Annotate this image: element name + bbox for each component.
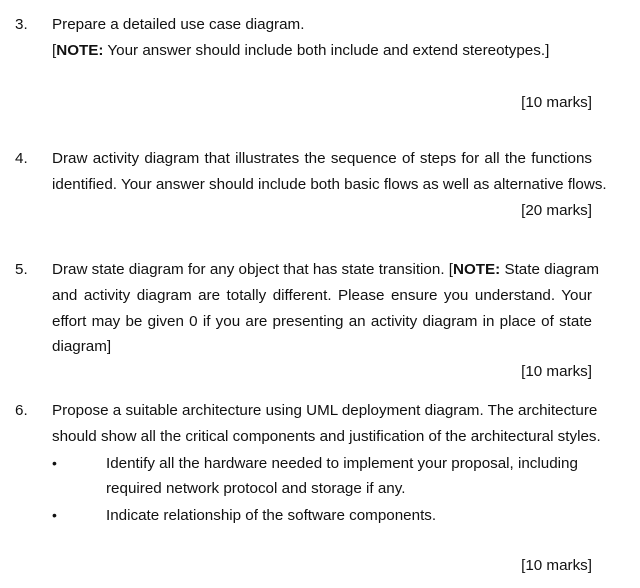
- note-open-bracket: [: [52, 42, 57, 59]
- question-number: 5.: [15, 261, 28, 278]
- question-number: 4.: [15, 150, 28, 167]
- question-number: 6.: [15, 402, 28, 419]
- note-label: NOTE:: [56, 42, 104, 59]
- bullet-text: Indicate relationship of the software components.: [106, 507, 437, 524]
- text-after-note: State diagram: [500, 261, 600, 278]
- question-text: [52, 261, 599, 278]
- question-text: should show all the critical components and justification of the architectural styles.: [52, 428, 601, 445]
- marks-label: [20 marks]: [521, 202, 592, 219]
- bullet-icon: •: [52, 455, 57, 471]
- question-text: Draw activity diagram that illustrates the sequence of steps for all the functions: [52, 150, 592, 167]
- note-line: [52, 42, 549, 59]
- question-text: identified. Your answer should include both basic flows as well as alternative flows.: [52, 176, 607, 193]
- bullet-text: required network protocol and storage if any.: [106, 480, 406, 497]
- marks-label: [10 marks]: [521, 94, 592, 111]
- marks-label: [10 marks]: [521, 557, 592, 574]
- marks-label: [10 marks]: [521, 363, 592, 380]
- note-text: Your answer should include both include and extend stereotypes.]: [103, 42, 550, 59]
- bullet-text: Identify all the hardware needed to implement your proposal, including: [106, 455, 578, 472]
- question-text: and activity diagram are totally different. Please ensure you understand. Your: [52, 287, 592, 304]
- question-number: 3.: [15, 16, 28, 33]
- question-text: Propose a suitable architecture using UML deployment diagram. The architecture: [52, 402, 598, 419]
- text-before-note: Draw state diagram for any object that has state transition. [: [52, 261, 453, 278]
- question-text: effort may be given 0 if you are presenting an activity diagram in place of state: [52, 313, 592, 330]
- bullet-icon: •: [52, 507, 57, 523]
- question-text: diagram]: [52, 338, 112, 355]
- note-label: NOTE:: [452, 261, 501, 278]
- question-text: Prepare a detailed use case diagram.: [52, 16, 305, 33]
